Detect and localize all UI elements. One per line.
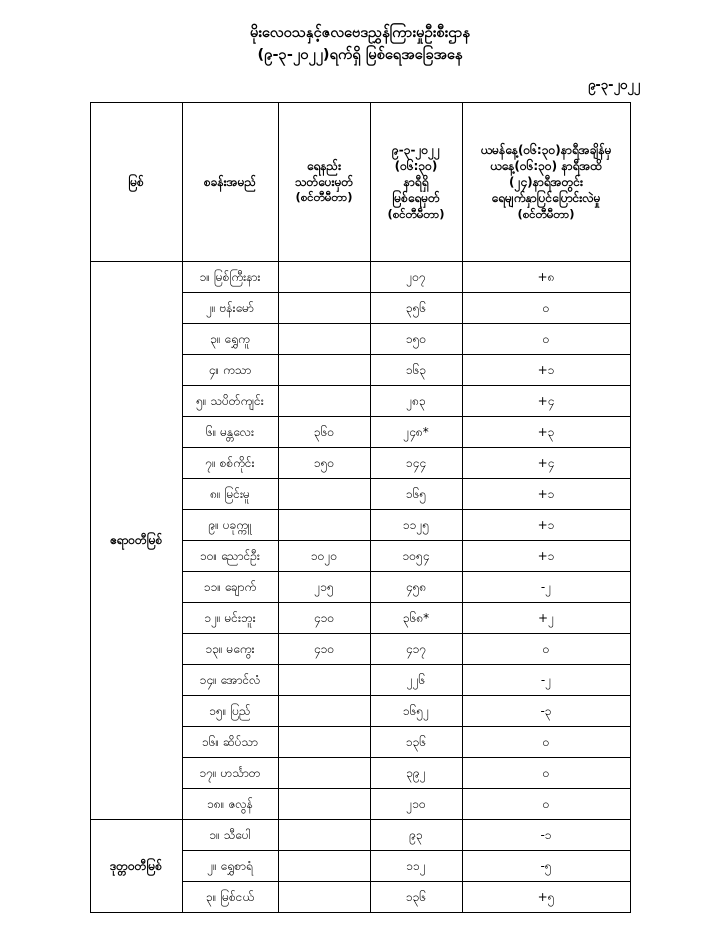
level-change-cell: -၂ [462, 664, 630, 695]
level-change-cell: -၂ [462, 571, 630, 602]
water-level-cell: ၄၁၇ [370, 633, 462, 664]
station-name-cell: ၉။ ပခုက္ကူ [182, 509, 278, 540]
water-level-cell: ၃၆၈* [370, 602, 462, 633]
header-river: မြစ် [90, 102, 182, 261]
station-name-cell: ၆။ မန္တလေး [182, 416, 278, 447]
station-name-cell: ၁၀။ ညောင်ဦး [182, 540, 278, 571]
water-level-cell: ၁၁၂၅ [370, 509, 462, 540]
level-change-cell: +၂ [462, 602, 630, 633]
station-name-cell: ၈။ မြင်းမူ [182, 478, 278, 509]
level-change-cell: ၀ [462, 323, 630, 354]
station-name-cell: ၁။ သီပေါ [182, 819, 278, 850]
station-name-cell: ၁၈။ ဇလွန် [182, 788, 278, 819]
river-levels-table [90, 102, 631, 913]
header-danger-line-3: (စင်တီမီတာ) [295, 190, 353, 205]
header-water-line-3: နာရီရှိ [403, 175, 429, 190]
station-name-cell: ၁၂။ မင်းဘူး [182, 602, 278, 633]
danger-level-cell [278, 695, 370, 726]
header-change-line-3: (၂၄)နာရီအတွင်း [508, 175, 584, 190]
river-name-cell: ဒုတ္တဝတီမြစ် [90, 819, 182, 912]
header-water-line-5: (စင်တီမီတာ) [387, 206, 445, 221]
water-level-cell: ၁၆၃ [370, 354, 462, 385]
danger-level-cell [278, 354, 370, 385]
level-change-cell: +၃ [462, 416, 630, 447]
level-change-cell: +၁ [462, 509, 630, 540]
station-name-cell: ၂။ ဗန်းမော် [182, 292, 278, 323]
table-row [90, 261, 630, 292]
water-level-cell: ၃၅၆ [370, 292, 462, 323]
level-change-cell: +၄ [462, 447, 630, 478]
station-name-cell: ၅။ သပိတ်ကျင်း [182, 385, 278, 416]
water-level-cell: ၁၆၅ [370, 478, 462, 509]
river-name-cell: ဧရာဝတီမြစ် [90, 261, 182, 819]
station-name-cell: ၁၇။ ဟင်္သာတ [182, 757, 278, 788]
danger-level-cell: ၄၁၀ [278, 633, 370, 664]
water-level-cell: ၁၀၅၄ [370, 540, 462, 571]
station-name-cell: ၇။ စစ်ကိုင်း [182, 447, 278, 478]
water-level-cell: ၁၆၅၂ [370, 695, 462, 726]
header-water-line-1: ၉-၃-၂၀၂၂ [392, 142, 440, 157]
danger-level-cell [278, 819, 370, 850]
water-level-cell: ၂၈၃ [370, 385, 462, 416]
station-name-cell: ၁၁။ ချောက် [182, 571, 278, 602]
danger-level-cell [278, 881, 370, 912]
danger-level-cell [278, 478, 370, 509]
danger-level-cell [278, 726, 370, 757]
danger-level-cell [278, 757, 370, 788]
danger-level-cell [278, 292, 370, 323]
header-change-line-1: ယမန်နေ့(၀၆:၃၀)နာရီအချိန်မှ [480, 142, 612, 157]
water-level-cell: ၁၅၀ [370, 323, 462, 354]
water-level-cell: ၂၂၆ [370, 664, 462, 695]
danger-level-cell: ၁၅၀ [278, 447, 370, 478]
water-level-cell: ၁၃၆ [370, 726, 462, 757]
danger-level-cell [278, 323, 370, 354]
header-danger-line-2: သတ်ပေးမှတ် [294, 175, 354, 190]
header-water-line-4: မြစ်ရေမှတ် [392, 191, 440, 206]
water-level-cell: ၉၃ [370, 819, 462, 850]
danger-level-cell [278, 664, 370, 695]
header-danger-level [278, 102, 370, 261]
header-water-line-2: (၀၆:၃၀) [394, 158, 438, 173]
header-change-line-4: ရေမျက်နှာပြင်ပြောင်းလဲမှု [491, 191, 601, 206]
level-change-cell: +၁ [462, 478, 630, 509]
station-name-cell: ၁။ မြစ်ကြီးနား [182, 261, 278, 292]
station-name-cell: ၄။ ကသာ [182, 354, 278, 385]
danger-level-cell [278, 261, 370, 292]
level-change-cell: -၁ [462, 819, 630, 850]
water-level-cell: ၂၁၀ [370, 788, 462, 819]
level-change-cell: +၅ [462, 881, 630, 912]
level-change-cell: ၀ [462, 726, 630, 757]
danger-level-cell: ၃၆၀ [278, 416, 370, 447]
level-change-cell: -၃ [462, 695, 630, 726]
danger-level-cell: ၂၁၅ [278, 571, 370, 602]
water-level-cell: ၁၄၄ [370, 447, 462, 478]
level-change-cell: ၀ [462, 292, 630, 323]
level-change-cell: ၀ [462, 757, 630, 788]
water-level-cell: ၃၉၂ [370, 757, 462, 788]
header-danger-line-1: ရေနည်း [306, 158, 342, 173]
level-change-cell: -၅ [462, 850, 630, 881]
station-name-cell: ၁၃။ မကွေး [182, 633, 278, 664]
header-water-level [370, 102, 462, 261]
station-name-cell: ၃။ ရွှေကူ [182, 323, 278, 354]
danger-level-cell [278, 850, 370, 881]
level-change-cell: +၁ [462, 540, 630, 571]
danger-level-cell [278, 385, 370, 416]
level-change-cell: +၄ [462, 385, 630, 416]
document-title-block [0, 22, 720, 67]
station-name-cell: ၁၅။ ပြည် [182, 695, 278, 726]
danger-level-cell [278, 509, 370, 540]
danger-level-cell: ၁၀၂၀ [278, 540, 370, 571]
danger-level-cell: ၄၁၀ [278, 602, 370, 633]
water-level-cell: ၂၀၇ [370, 261, 462, 292]
station-name-cell: ၂။ ရွှေစာရံ [182, 850, 278, 881]
report-date: ၉-၃-၂၀၂၂ [588, 77, 640, 93]
title-line-1: မိုးလေဝသနှင့်ဇလဗေဒညွှန်ကြားမှုဦးစီးဌာန [249, 25, 470, 41]
water-level-cell: ၄၅၈ [370, 571, 462, 602]
table-body [90, 261, 630, 912]
danger-level-cell [278, 788, 370, 819]
header-change [462, 102, 630, 261]
header-change-line-2: ယနေ့(၀၆:၃၀) နာရီအထိ [490, 158, 602, 173]
station-name-cell: ၁၆။ ဆိပ်သာ [182, 726, 278, 757]
water-level-cell: ၁၁၂ [370, 850, 462, 881]
water-level-cell: ၂၄၈* [370, 416, 462, 447]
header-change-line-5: (စင်တီမီတာ) [517, 206, 575, 221]
title-line-2: (၉-၃-၂၀၂၂)ရက်ရှိ မြစ်ရေအခြေအနေ [257, 47, 463, 64]
table-row [90, 819, 630, 850]
table-header-row [90, 102, 630, 261]
level-change-cell: ၀ [462, 633, 630, 664]
level-change-cell: +၈ [462, 261, 630, 292]
station-name-cell: ၁၄။ အောင်လံ [182, 664, 278, 695]
water-level-cell: ၁၃၆ [370, 881, 462, 912]
header-station: စခန်းအမည် [182, 102, 278, 261]
station-name-cell: ၃။ မြစ်ငယ် [182, 881, 278, 912]
level-change-cell: +၁ [462, 354, 630, 385]
level-change-cell: ၀ [462, 788, 630, 819]
